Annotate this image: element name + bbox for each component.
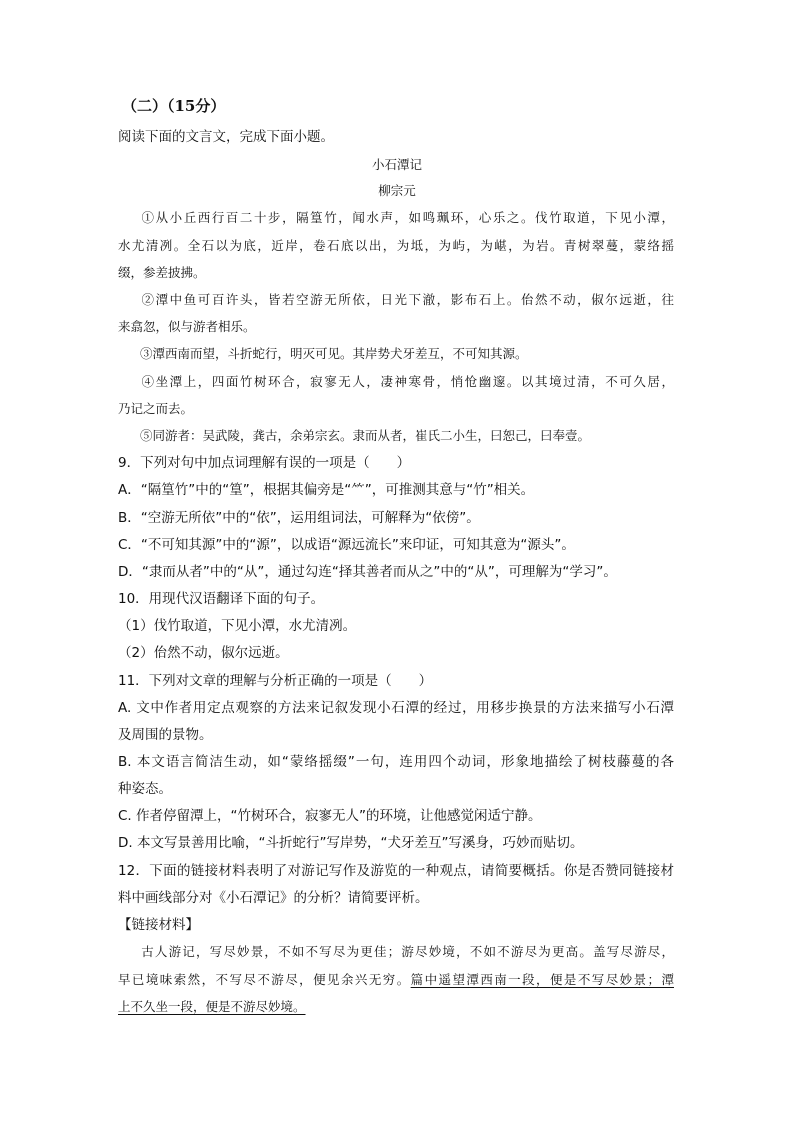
passage-line: ②潭中鱼可百许头，皆若空游无所依，日光下澈，影布石上。佁然不动，俶尔远逝，往: [140, 292, 674, 307]
question-9-option-a: A．“隔篁竹”中的“篁”，根据其偏旁是“⺮”，可推测其意与“竹”相关。: [118, 482, 535, 498]
question-12-stem-cont: 料中画线部分对《小石潭记》的分析？请简要评析。: [118, 890, 429, 906]
question-9-option-d: D．“隶而从者”中的“从”，通过勾连“择其善者而从之”中的“从”，可理解为“学习”。: [118, 564, 617, 580]
passage-paragraph-3: [118, 344, 528, 364]
question-11-stem: 11．下列对文章的理解与分析正确的一项是（ ）: [118, 673, 433, 689]
passage-line: 水尤清冽。全石以为底，近岸，卷石底以出，为坻，为屿，为嵁，为岩。青树翠蔓，蒙络摇: [118, 238, 674, 253]
passage-paragraph-1: [118, 208, 674, 228]
question-11-option-b-cont: 种姿态。: [118, 781, 172, 797]
underlined-text: 篇中遥望潭西南一段，便是不写尽妙景；潭: [410, 972, 674, 987]
link-material-label: 【链接材料】: [118, 917, 199, 933]
question-9-option-b: B．“空游无所依”中的“依”，运用组词法，可解释为“依傍”。: [118, 510, 480, 526]
question-10-sentence-2: （2）佁然不动，俶尔远逝。: [118, 645, 289, 661]
link-material-line-2: [118, 970, 674, 990]
material-text: 古人游记，写尽妙景，不如不写尽为更佳；游尽妙境，不如不游尽为更高。盖写尽游尽，: [140, 944, 674, 959]
question-9-option-c: C．“不可知其源”中的“源”，以成语“源远流长”来印证，可知其意为“源头”。: [118, 537, 575, 553]
question-11-option-a: A. 文中作者用定点观察的方法来记叙发现小石潭的经过，用移步换景的方法来描写小石潭: [118, 700, 674, 716]
question-11-option-d: D. 本文写景善用比喻，“斗折蛇行”写岸势，“犬牙差互”写溪身，巧妙而贴切。: [118, 835, 584, 851]
section-instruction: 阅读下面的文言文，完成下面小题。: [118, 129, 334, 145]
passage-author: 柳宗元: [378, 183, 416, 198]
passage-line: 乃记之而去。: [118, 401, 194, 416]
material-text: 早已境味索然，不写尽不游尽，便见余兴无穷。: [118, 972, 411, 987]
passage-paragraph-5: [118, 426, 590, 446]
question-12-stem: 12．下面的链接材料表明了对游记写作及游览的一种观点，请简要概括。你是否赞同链接材: [118, 863, 674, 879]
passage-line: ⑤同游者：吴武陵，龚古，余弟宗玄。隶而从者，崔氏二小生，曰恕己，曰奉壹。: [140, 428, 591, 443]
passage-line: 缀，参差披拂。: [118, 265, 206, 280]
passage-line: ③潭西南而望，斗折蛇行，明灭可见。其岸势犬牙差互，不可知其源。: [140, 346, 528, 361]
question-11-option-b: B. 本文语言简洁生动，如“蒙络摇缀”一句，连用四个动词，形象地描绘了树枝藤蔓的各: [118, 754, 674, 770]
passage-line: ④坐潭上，四面竹树环合，寂寥无人，凄神寒骨，悄怆幽邃。以其境过清，不可久居，: [140, 374, 674, 389]
passage-paragraph-4: [118, 372, 674, 392]
passage-line: 来翕忽，似与游者相乐。: [118, 319, 256, 334]
link-material-line-1: [118, 942, 674, 962]
question-9-stem: 9．下列对句中加点词理解有误的一项是（ ）: [118, 455, 411, 471]
question-10-stem: 10．用现代汉语翻译下面的句子。: [118, 591, 325, 607]
underlined-text: 上不久坐一段，便是不游尽妙境。: [118, 999, 306, 1014]
passage-line: ①从小丘西行百二十步，隔篁竹，闻水声，如鸣珮环，心乐之。伐竹取道，下见小潭，: [140, 210, 674, 225]
link-material-line-3: [118, 997, 306, 1017]
section-heading: （二）（15分）: [122, 97, 226, 115]
question-11-option-c: C. 作者停留潭上，“竹树环合，寂寥无人”的环境，让他感觉闲适宁静。: [118, 808, 542, 824]
passage-paragraph-2: [118, 290, 674, 310]
question-11-option-a-cont: 及周围的景物。: [118, 727, 213, 743]
question-10-sentence-1: （1）伐竹取道，下见小潭，水尤清冽。: [118, 618, 357, 634]
passage-title: 小石潭记: [371, 157, 422, 172]
